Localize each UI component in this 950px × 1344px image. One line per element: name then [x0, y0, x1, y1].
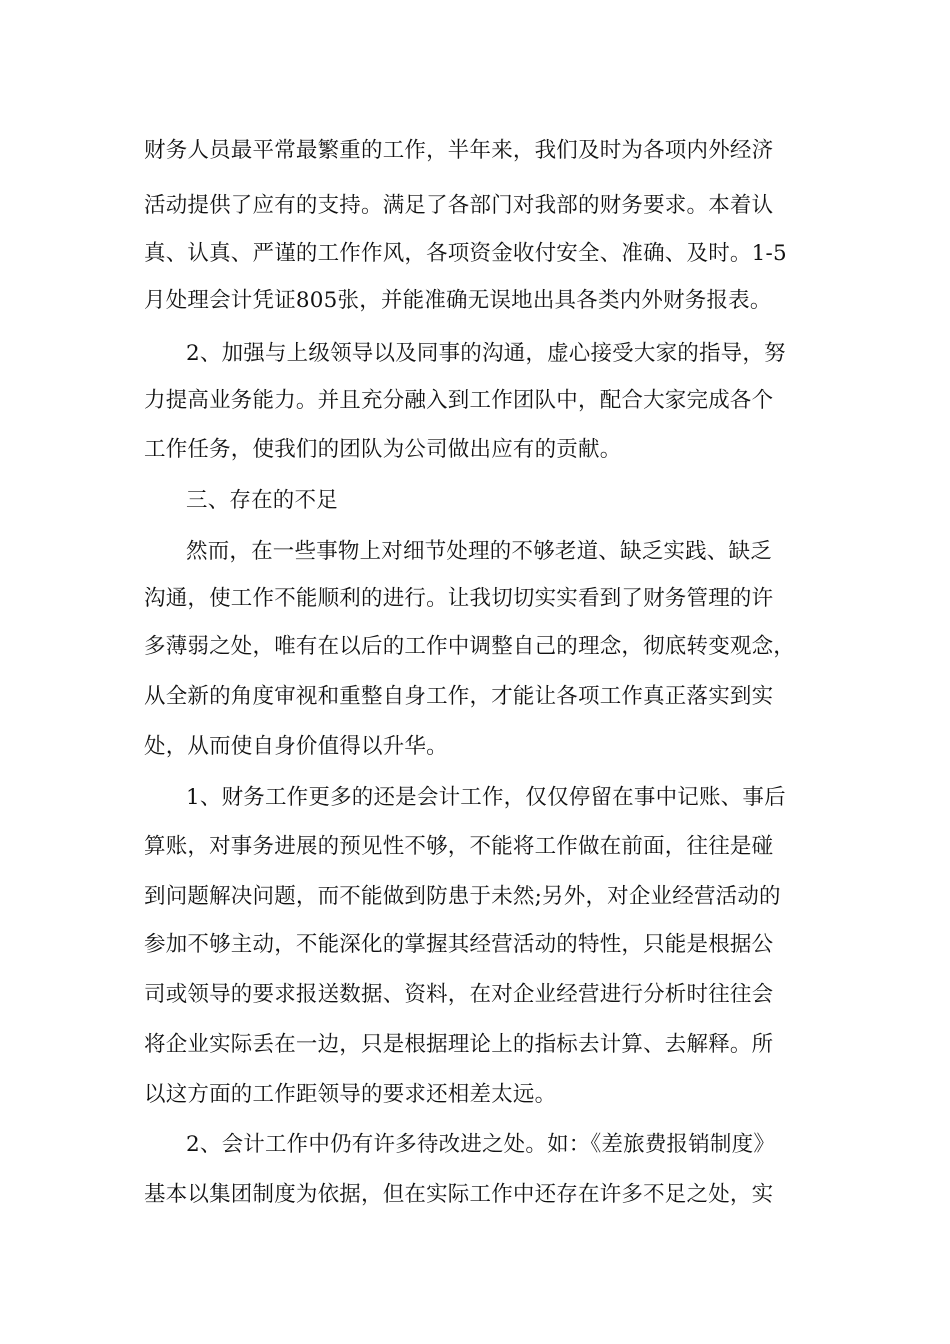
text-line: 活动提供了应有的支持。满足了各部门对我部的财务要求。本着认 — [144, 193, 774, 218]
text-line: 多薄弱之处，唯有在以后的工作中调整自己的理念，彻底转变观念， — [144, 634, 796, 659]
text-line: 力提高业务能力。并且充分融入到工作团队中，配合大家完成各个 — [144, 388, 774, 413]
text-line: 将企业实际丢在一边，只是根据理论上的指标去计算、去解释。所 — [144, 1032, 774, 1057]
text-line: 真、认真、严谨的工作作风，各项资金收付安全、准确、及时。1-5 — [144, 241, 787, 266]
paragraph-start-line: 2、会计工作中仍有许多待改进之处。如：《差旅费报销制度》 — [186, 1132, 776, 1157]
text-line: 沟通，使工作不能顺利的进行。让我切切实实看到了财务管理的许 — [144, 586, 774, 611]
text-line: 司或领导的要求报送数据、资料，在对企业经营进行分析时往往会 — [144, 982, 774, 1007]
text-line: 以这方面的工作距领导的要求还相差太远。 — [144, 1082, 557, 1107]
text-line: 月处理会计凭证805张，并能准确无误地出具各类内外财务报表。 — [144, 288, 772, 313]
text-line: 到问题解决问题，而不能做到防患于未然;另外，对企业经营活动的 — [144, 884, 781, 909]
text-line: 工作任务，使我们的团队为公司做出应有的贡献。 — [144, 437, 622, 462]
paragraph-start-line: 1、财务工作更多的还是会计工作，仅仅停留在事中记账、事后 — [186, 785, 786, 810]
paragraph-start-line: 然而，在一些事物上对细节处理的不够老道、缺乏实践、缺乏 — [186, 539, 772, 564]
text-line: 财务人员最平常最繁重的工作，半年来，我们及时为各项内外经济 — [144, 138, 774, 163]
paragraph-start-line: 2、加强与上级领导以及同事的沟通，虚心接受大家的指导，努 — [186, 341, 786, 366]
text-line: 处，从而使自身价值得以升华。 — [144, 734, 448, 759]
text-line: 参加不够主动，不能深化的掌握其经营活动的特性，只能是根据公 — [144, 932, 774, 957]
section-heading: 三、存在的不足 — [186, 488, 338, 513]
text-line: 基本以集团制度为依据，但在实际工作中还存在许多不足之处，实 — [144, 1182, 774, 1207]
text-line: 算账，对事务进展的预见性不够，不能将工作做在前面，往往是碰 — [144, 834, 774, 859]
text-line: 从全新的角度审视和重整自身工作，才能让各项工作真正落实到实 — [144, 684, 774, 709]
